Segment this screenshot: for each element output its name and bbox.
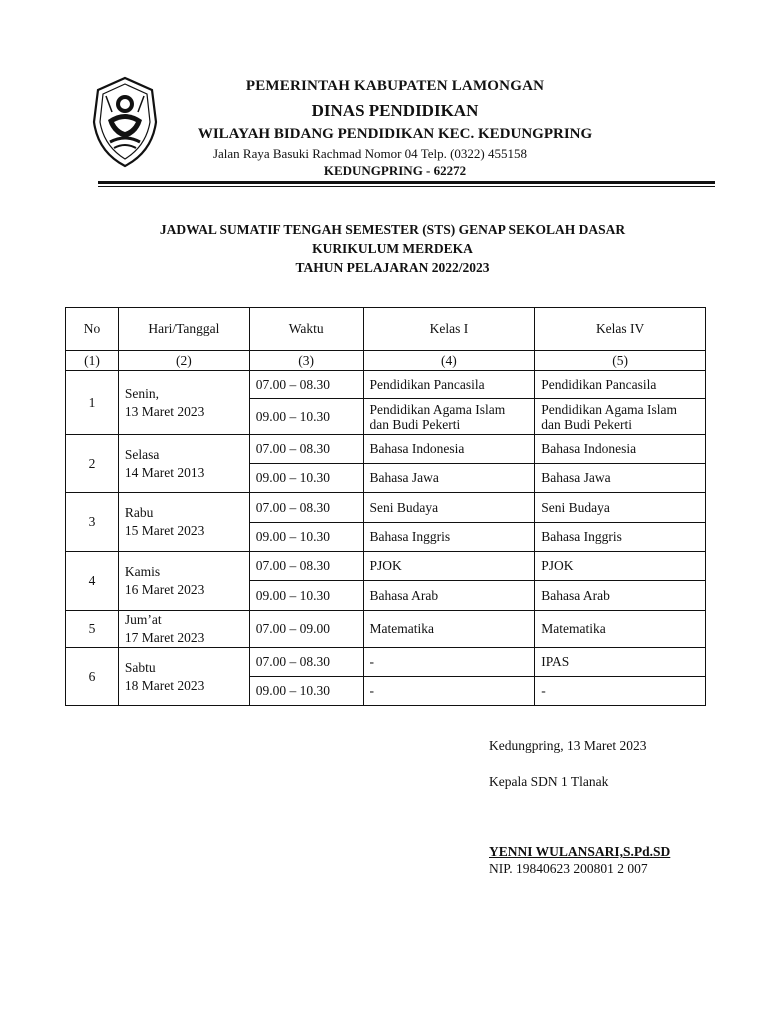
kelas-1-subject: Pendidikan Pancasila	[363, 371, 535, 399]
column-number: (2)	[118, 351, 249, 371]
time-cell: 07.00 – 08.30	[249, 648, 363, 677]
time-cell: 09.00 – 10.30	[249, 399, 363, 435]
title-line-1: JADWAL SUMATIF TENGAH SEMESTER (STS) GENAP SEKOLAH DASAR	[159, 222, 626, 237]
time-cell: 09.00 – 10.30	[249, 581, 363, 611]
column-number: (3)	[249, 351, 363, 371]
kelas-1-subject: -	[363, 677, 535, 706]
table-row	[66, 648, 706, 677]
time-cell: 07.00 – 09.00	[249, 611, 363, 648]
letterhead-region: WILAYAH BIDANG PENDIDIKAN KEC. KEDUNGPRING	[197, 126, 593, 142]
kelas-4-subject	[535, 399, 706, 435]
day-name: Selasa	[124, 446, 160, 462]
title-line-2: KURIKULUM MERDEKA	[312, 241, 473, 256]
letterhead-agency: DINAS PENDIDIKAN	[311, 101, 479, 120]
header-kelas-1: Kelas I	[363, 308, 535, 351]
letterhead-address: Jalan Raya Basuki Rachmad Nomor 04 Telp. (0322) 455158	[212, 146, 528, 161]
day-name: Rabu	[124, 505, 154, 520]
day-date: 15 Maret 2023	[124, 523, 205, 538]
day-name: Senin,	[124, 385, 160, 401]
subject-line: dan Budi Pekerti	[541, 416, 632, 432]
column-number: (1)	[66, 351, 119, 371]
day-number: 1	[66, 371, 119, 435]
kelas-4-subject: Bahasa Inggris	[535, 523, 706, 552]
day-date: 13 Maret 2023	[124, 403, 205, 419]
document-title	[90, 220, 695, 277]
time-cell: 07.00 – 08.30	[249, 493, 363, 523]
day-date-cell	[118, 552, 249, 611]
kelas-4-subject: Seni Budaya	[535, 493, 706, 523]
header-no: No	[66, 308, 119, 351]
letterhead-government: PEMERINTAH KABUPATEN LAMONGAN	[245, 78, 545, 94]
day-date-cell	[118, 371, 249, 435]
table-row	[66, 493, 706, 523]
time-cell: 07.00 – 08.30	[249, 371, 363, 399]
title-line-3: TAHUN PELAJARAN 2022/2023	[295, 260, 490, 275]
header-day-date: Hari/Tanggal	[118, 308, 249, 351]
kelas-1-subject: Bahasa Jawa	[363, 464, 535, 493]
signature-position: Kepala SDN 1 Tlanak	[489, 774, 609, 789]
kelas-1-subject: Bahasa Arab	[363, 581, 535, 611]
kelas-1-subject: Bahasa Inggris	[363, 523, 535, 552]
subject-line: Pendidikan Agama Islam	[541, 401, 677, 417]
column-number: (4)	[363, 351, 535, 371]
time-cell: 09.00 – 10.30	[249, 677, 363, 706]
time-cell: 07.00 – 08.30	[249, 435, 363, 464]
header-kelas-4: Kelas IV	[535, 308, 706, 351]
column-number: (5)	[535, 351, 706, 371]
day-date-cell	[118, 648, 249, 706]
day-number: 6	[66, 648, 119, 706]
kelas-4-subject: Bahasa Indonesia	[535, 435, 706, 464]
kelas-4-subject: Bahasa Arab	[535, 581, 706, 611]
day-number: 4	[66, 552, 119, 611]
kelas-4-subject: IPAS	[535, 648, 706, 677]
letterhead-rule-thick	[98, 181, 715, 184]
day-name: Jum’at	[124, 612, 162, 627]
column-number-row	[66, 351, 706, 371]
kelas-1-subject: -	[363, 648, 535, 677]
day-name: Kamis	[124, 564, 161, 579]
table-row	[66, 552, 706, 581]
schedule-table	[65, 307, 706, 706]
time-cell: 09.00 – 10.30	[249, 464, 363, 493]
day-date: 16 Maret 2023	[124, 582, 205, 597]
signatory-name: YENNI WULANSARI,S.Pd.SD	[489, 844, 671, 859]
time-cell: 09.00 – 10.30	[249, 523, 363, 552]
subject-line: dan Budi Pekerti	[369, 416, 461, 432]
day-number: 3	[66, 493, 119, 552]
kelas-1-subject: Seni Budaya	[363, 493, 535, 523]
table-row	[66, 435, 706, 464]
signature-place-date: Kedungpring, 13 Maret 2023	[489, 738, 647, 753]
day-number: 5	[66, 611, 119, 648]
signatory-nip: NIP. 19840623 200801 2 007	[489, 861, 648, 876]
table-row	[66, 611, 706, 648]
kelas-1-subject: Bahasa Indonesia	[363, 435, 535, 464]
subject-line: Pendidikan Agama Islam	[369, 401, 506, 417]
day-date-cell	[118, 611, 249, 648]
kelas-4-subject: Pendidikan Pancasila	[535, 371, 706, 399]
kelas-1-subject: Matematika	[363, 611, 535, 648]
letterhead	[150, 78, 640, 179]
day-date: 18 Maret 2023	[124, 677, 205, 693]
day-date-cell	[118, 493, 249, 552]
kelas-1-subject: PJOK	[363, 552, 535, 581]
table-header-row	[66, 308, 706, 351]
day-date: 17 Maret 2023	[124, 630, 205, 645]
kelas-4-subject: Matematika	[535, 611, 706, 648]
header-time: Waktu	[249, 308, 363, 351]
day-date: 14 Maret 2013	[124, 464, 205, 480]
time-cell: 07.00 – 08.30	[249, 552, 363, 581]
day-date-cell	[118, 435, 249, 493]
kelas-1-subject	[363, 399, 535, 435]
signature-block	[489, 738, 670, 877]
table-row	[66, 371, 706, 399]
day-number: 2	[66, 435, 119, 493]
kelas-4-subject: Bahasa Jawa	[535, 464, 706, 493]
letterhead-city: KEDUNGPRING - 62272	[323, 163, 467, 178]
kelas-4-subject: PJOK	[535, 552, 706, 581]
day-name: Sabtu	[124, 659, 156, 675]
kelas-4-subject: -	[535, 677, 706, 706]
letterhead-rule-thin	[98, 186, 715, 187]
